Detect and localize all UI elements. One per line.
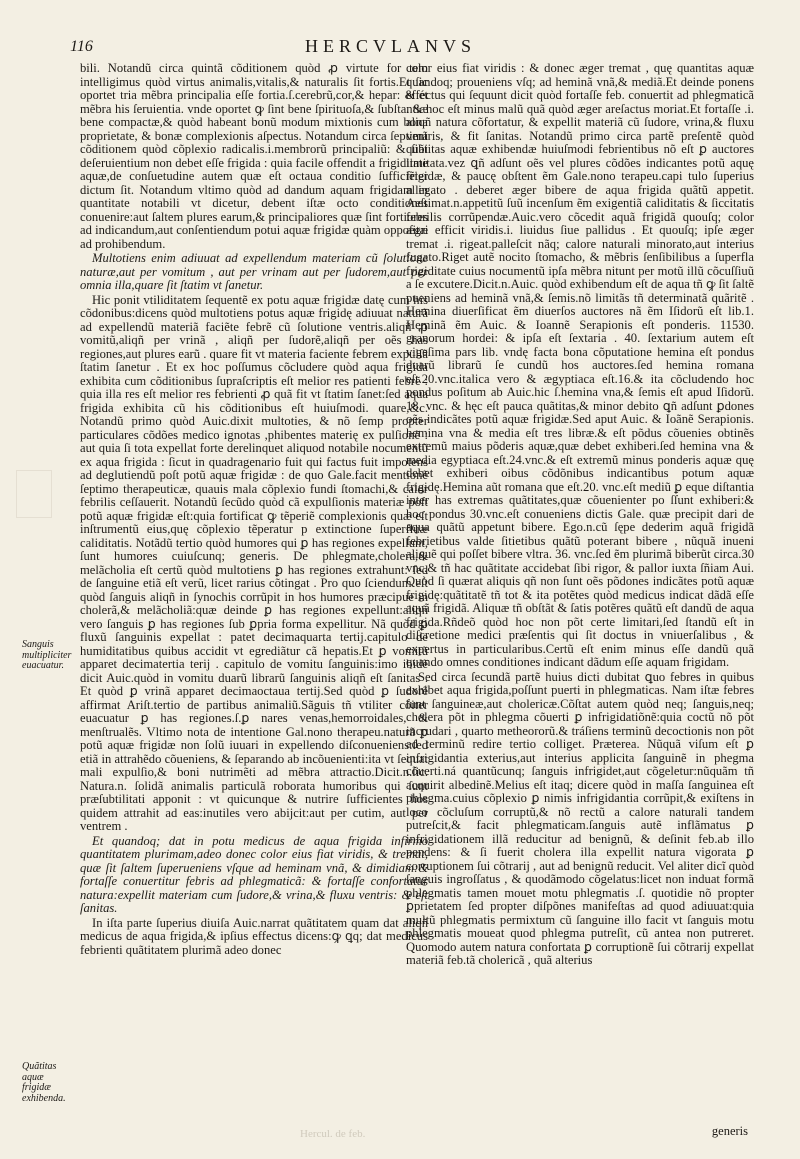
paragraph: Hic ponit vtiliditatem ſequentẽ ex potu aquæ frigidæ datę cum his cõdonibus:dicens quòd multotiens potus aquæ frigidę adiuuat naturã ad expellendũ materiã faciẽte febrẽ cũ ſolutione ventris.aliqñ ꝓ vomitũ,aliqñ per vrinã , aliqñ per ſudorẽ,aliqñ per oẽs has regiones,aut plures earũ . quare fit vt materia faciente febrem expulſã ſtatim ſanetur . Et ex hoc poſſumus cõcludere quòd aqua frigida exhibita cum cõditionibus ſupraſcriptis eſt melior res patienti febrẽ : quia illa res eſt melior res febrienti ꝓ quã fit vt ſtatim ſanet:ſed aqua frigida exhibita cũ his cõditionibus eſt huiuſmodi. quare,&c. Notandũ primo quòd Auic.dixit multoties, & nõ ſemp propter particulares cõdões medico ignotas ,phibentes materię ex pulſionẽ : aut quia ſi tota expellat forte derelinquet aliquod notabile nocumentũ ex aqua frigida : ſicut in quadragenario fuit qui factus fuit impotens ad deglutiendũ poſt potũ aquæ frigidæ : de quo Gale.facit mentionẽ ſeptimo therapeuticæ, quauis mala cõplexio fundi ſtomachi,& calor febrilis ceſſauerit. Notandũ ſecũdo quòd cã expulſionis materiæ poſt potũ aquæ frigidæ eſt:quia fortificat ꝙ tẽperiẽ complexionis quæ eſt inſtrumentũ eius,quę cõplexio tẽperatur p extinctione ſuperfluæ caliditatis. Notãdũ tertio quòd humores qui ꝑ has regiones expellunt, ſunt humores cuiuſcunq; generis. De phlegmate,cholera,& melãcholia eſt certũ quòd multotiens ꝑ has regiones extrahunt: ſed de ſanguine etiã eſt verũ, licet rarius cõtingat . Pro quo ſciendum eſt quòd ſanguis aliqñ in ſynochis corrũpit in hos humores præcipue in cholerã,& melãcholiã:quæ deinde ꝑ has regiones expellunt:aliqñ vero ſanguis ꝑ has regiones ſub ꝑpria forma expellitur. Nã quòd ꝑ fluxũ ſanguinis expellat : patet decimaquarta tertij.capitulo de humiditatibus quibus accidit vt egrediãtur cã hepatis.Et ꝑ vomitũ apparet decimatertia terij . capitulo de vomitu ſanguinis:imo ibidẽ dicit Auic.quòd in vomitu duarũ librarũ ſanguinis aliqñ eſt ſanitas . Et quòd ꝑ vrinã apparet decimaoctaua tertij.Sed quòd ꝑ ſudorẽ affirmat Ariſt.tertio de partibus animaliũ.Sãguis tñ vtiliter cõiter euacuatur ꝑ has regiones.ſ.ꝑ nares venas,hemorroidales, & menſtrualẽs. Vltimo nota de intentione Gal.nono therapeu.naturã ꝑ potũ aquæ frigidæ non ſolũ iuuari in expellendo diſconueniens:ſed etiã in attrahẽdo cõueniens, & ſeparando ab incõuenienti:ita vt ſequat mali expulſio,& boni nutrimẽti ad mẽbra attractio.Dicit.n.ſic. Natura.n. ſolidã animalis particulã roborata humoribus qui ſunt præſubtilitati apponit : vt quicunque & nutrire ſufficientes hos quidem attrahit ad eas:inutiles vero abijcit:aut per cutim, aut per ventrem . <box>80 292 428 833</box>
page-number: 116 <box>70 38 93 55</box>
margin-note-quantitas: Quãtitas aquæ frigidæ exhibenda. <box>22 1061 66 1104</box>
left-column <box>80 62 428 958</box>
text-citation: Et quandoq; dat in potu medicus de aqua frigida infirmo quantitatem plurimam,adeo donec color eius fiat viridis, & tremat, quæ ſit ſaltem ſuperueniens vſque ad heminam vnã, & dimidiam:& fortaſſe conuertitur febris ad phlegmaticã: & fortaſſe confortatur natura:expellit materiam cum ſudore,& vrina,& fluxu ventris: & eſt ſanitas. <box>80 833 428 915</box>
catchword: generis <box>711 1124 748 1138</box>
margin-note-sanguis: Sanguis multipliciter euacuatur. <box>22 639 72 671</box>
text-citation: Multotiens enim adiuuat ad expellendum materiam cũ ſolutione naturæ,aut per vomitum , aut per vrinam aut per ſudorem,aut per omnia illa,quare ſit ſtatim vt ſanetur. <box>80 251 428 292</box>
bleed-through-text: Hercul. de feb. <box>300 1128 366 1140</box>
paragraph: bili. Notandũ circa quintã cõditionem quòd ꝓ virtute for tem intelligimus quòd virtus animalis,vitalis,& naturalis ſit fortis.Et ſic oportet tria mẽbra principalia eſſe fortia.ſ.cerebrũ,cor,& hepar: & ét mẽbra his ſeruientia. vnde oportet ꝙ ſint bene ſpirituoſa,& ſubſtantiæ bene compactæ,& quòd habeant bonũ modum mixtionis cum bona proprietate, & bonæ complexionis aſpectus. Notandum circa ſeptimã cõditionem quòd cõplexio radicalis.i.membrorũ principaliũ: & ſibi deſeruientium non debet eſſe frigida : quia facile offendit a frigiditate aquæ,de conſuetudine autem quæ eſt octaua conditio ſufficiẽter dictum ſit. Notandum vltimo quòd ad dandum aquam frigidam in quantitate notabili vt dicetur, debent iſtæ octo conditiones conuenire:aut ſaltem plures earum,& principaliores quæ ſint fortiores ad indicandum,aut conſentiendum potui aquæ frigidæ quàm oppoſitæ ad prohibendum. <box>80 61 428 251</box>
bleed-through-ornament <box>16 470 52 518</box>
paragraph: In iſta parte ſuperius diuiſa Auic.narrat quãtitatem quam dat aliqñ medicus de aqua frigida,& ipſius effectus dicens:ꝙ ꝗq; dat medicus febrienti quãtitatem plurimã adeo donec <box>80 915 428 957</box>
running-head: HERCVLANVS <box>305 36 477 56</box>
right-column <box>406 62 754 969</box>
page-header <box>70 36 760 60</box>
paragraph: color eius fiat viridis : & donec æger tremat , quę quantitas aquæ quandoq; proueniens vſq; ad heminã vnã,& mediã.Et deinde ponens effectus qui ſequunt dicit quòd fortaſſe feb. conuertit ad phlegmaticã . & hoc eſt minus malũ quã quòd æger areſactus moriat.Et fortaſſe .i. aliqñ natura cõfortatur, & expellit materiã cũ ſudore, vrina,& fluxu ventris, & fit ſanitas. Notandũ primo circa partẽ preſentẽ quòd quãtitas aquæ exhibendæ huiuſmodi febrientibus nõ eſt ꝑ auctores limitata.vez ꝗñ adſunt oẽs vel plures cõdões indicantes potũ aquę frigidæ, & paucę obſtent ẽm Gale.nono terapeu.capi tulo ſuperius allegato . deberet æger bibere de aqua frigida quãtũ appetit. Aeſtimat.n.appetitũ ſuũ incenſum ẽm exigentiã caliditatis & ſiccitatis febrilis corrũpendæ.Auic.vero cõcedit aquã frigidã quouſq; color ægri efficit viridis.i. liuidus ſiue pallidus . Et quouſq; ipſe æger tremat .i. rigeat.palleſcit nãq; calore naturali minorato,aut interius fugato.Riget autẽ nocito ſtomacho, & mẽbris ſenſibilibus a ſuperfla frigiditate cuius nocumentũ ipſa mẽbra nitunt per motũ illũ cõcuſſiuũ a ſe excutere.Dicit.n.Auic. quòd exhibendum eſt de aqua tñ ꝙ ſit ſaltẽ pueniens ad heminã vnã,& ſemis.nõ limitãs tñ determinatã quãritẽ . Hemina diuerſificat ẽm diuerſos auctores nã ẽm Iſidorũ eſt lib.1. Heminã ẽm Auic. & Ioannẽ Serapionis eſt ponderis. 11530. granorum hordei: & ipſa eſt ſextaria . 40. ſextarium autem eſt vigeſima pars lib. vndę facta bona cõputatione hemina eſt pondus duarũ librarũ ſe cundũ hos auctores.ſed hemina romana eſt.20.vnc.italica vero & ægyptiaca eſt.16.& ita cõcludendo hoc pondus poſitum ab Auic.hic ſ.hemina vna,& ſemis eſt apud Iſidorũ. 18. vnc. & hęc eſt pauca quãtitas,& minor debito ꝗñ adſunt ꝑdones oẽs indicãtes potũ aquæ frigidæ.Sed aput Auic. & Ioãnẽ Serapionis. hemina vna & media eſt tres libræ.& eſt põdus cõuenies obtinẽs extremũ maius põderis aquæ,quæ debet exhiberi.ſed hemina vna & media egyptiaca eſt.24.vnc.& eſt extremũ minus ponderis aquæ quę debet exhiberi oibus cõdõnibus indicantibus potum aquæ frigidę.Hemina aũt romana que eſt.20. vnc.eſt mediũ ꝑ eque diſtantia inter has extremas quãtitates,quæ cõuenienter po ſſunt exhiberi:& hoc pondus 30.vnc.eſt conueniens dictis Gale. quæ precipit dari de aqua quãtũ appetunt bibere. Ego.n.cũ ſępe dederim aquã frigidã febrietibus valde ſitietibus quãtũ poterant bibere , nũquã inueni aliquẽ qui poſſet bibere vltra. 36. vnc.ſed ẽm plurimã biberũt circa.30 vnc.& tñ hac quãtitate accidebat ſibi rigor, & pallor iuxta ſñiam Aui. Quòd ſi quærat aliquis qñ non ſunt oẽs põdones indicãtes potũ aquæ frigidę:quãtitatẽ tñ tot & ita potẽtes quòd medicus indicat dãdã eſſe aquã frigidã. Aliquæ tñ obſtãt & ſatis potẽres quãtũ eſt dandũ de aqua frigida.Rñdeõ quòd hoc non põt certe limitari,ſed ſtandũ eſt in diſcretione medici præſentis qui ſit doctus in vniuerſalibus , & expertus in particularibus.Certũ eſt enim minus eſſe dandũ quã quando omnes conditiones indicant dãdum eſſe aquam frigidam. <box>406 61 754 669</box>
paragraph: Sed circa ſecundã partẽ huius dicti dubitat ꝗuo febres in quibus exhibet aqua frigida,poſſunt puerti in phlegmaticas. Nam iſtæ febres ſunt ſanguineæ,aut cholericæ.Cõſtat autem quòd neq; ſanguis,neq; cholera põt in phlegma cõuerti ꝑ infrigidatiõnẽ:quia coctũ nõ põt incrudari , quarto metheororũ.& tráſiens terminũ decoctionis non põt ad terminũ redire tertio colliget. Præterea. Nũquã viſum eſt ꝑ infrigidantia exterius,aut interius applicita ſanguinẽ in phegma cõuerti.ná quantũcunq; ſanguis infrigidet,aut cõgeletur:nũquãm tñ acquirit albedinẽ.Melius eſt itaq; dicere quòd in maſſa ſanguinea eſt phlegma.cuius cõplexio ꝑ nimis infrigidantia corrũpit,& exiſtens in loco cõcluſum corruptũ,& nõ rectũ a calore naturali tandem putreſcit,& facit phlegmaticam.ſanguis autẽ inflãmatus ꝑ infrigidationem illã reducitur ad benignũ, & deſinit feb.ab illo pendens: & ſi fuerit cholera illa expellit natura vigorata ꝑ corruptionem ſui cõtrarij , aut ad benignũ reducit. Vel aliter dicĩ quòd ſanguis ingroſſatus , & quodãmodo cõgelatus:licet non induat formã phlegmatis tamen mouet motu phlegmatis .ſ. quotidie nõ propter ꝑprietatem ſed propter diſpõnes manifeſtas ad quod adiuuat:quia multũ phlegmatis permixtum cũ ſanguine illo facit vt ſanguis motu phlegmatis moueat quod phlegma putreſit, cũ antea non putreret. Quomodo autem natura confortata ꝑ corruptionẽ ſui cõtrarij expellat materiã feb.tã cholericã , quã alterius <box>406 669 754 967</box>
